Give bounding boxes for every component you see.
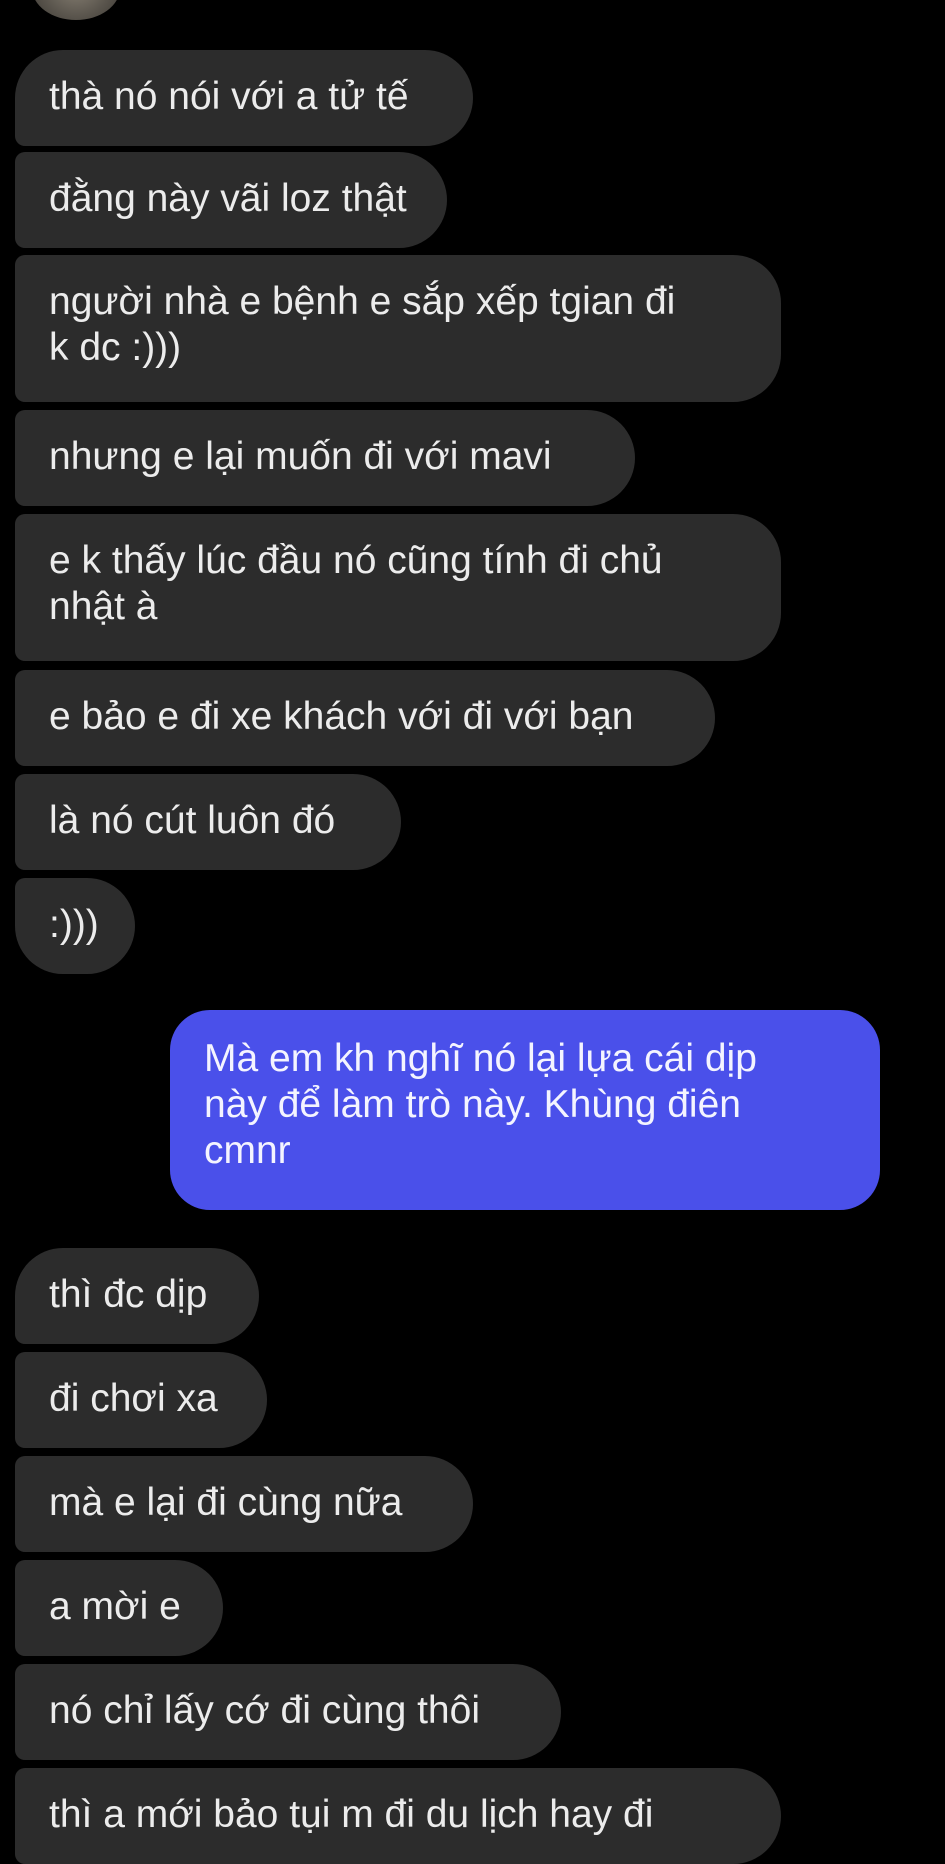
message-text: người nhà e bệnh e sắp xếp tgian đi [49, 280, 676, 323]
message-bubble[interactable] [15, 152, 447, 248]
message-bubble[interactable] [15, 514, 781, 661]
message-bubble[interactable] [15, 1560, 223, 1656]
message-text: nhật à [49, 585, 158, 628]
message-text: :))) [49, 903, 99, 946]
message-text: k dc :))) [49, 326, 182, 369]
message-bubble[interactable] [15, 255, 781, 402]
message-text: đi chơi xa [49, 1377, 218, 1420]
message-bubble[interactable] [15, 670, 715, 766]
contact-avatar[interactable] [32, 0, 120, 20]
message-bubble[interactable] [15, 1456, 473, 1552]
message-text: mà e lại đi cùng nữa [49, 1481, 403, 1524]
message-text: này để làm trò này. Khùng điên [204, 1083, 741, 1126]
message-text: nó chỉ lấy cớ đi cùng thôi [49, 1689, 480, 1732]
message-bubble[interactable] [15, 1768, 781, 1864]
message-text: thà nó nói với a tử tế [49, 75, 409, 118]
message-text: nhưng e lại muốn đi với mavi [49, 435, 552, 478]
message-bubble[interactable] [15, 1664, 561, 1760]
message-text: là nó cút luôn đó [49, 799, 336, 842]
message-text: đằng này vãi loz thật [49, 177, 407, 220]
message-text: e k thấy lúc đầu nó cũng tính đi chủ [49, 539, 663, 582]
message-bubble[interactable] [15, 1248, 259, 1344]
message-bubble[interactable] [15, 410, 635, 506]
message-text: thì đc dịp [49, 1273, 208, 1316]
message-bubble[interactable] [15, 878, 135, 974]
message-bubble[interactable] [15, 774, 401, 870]
message-text: a mời e [49, 1585, 181, 1628]
message-text: cmnr [204, 1129, 291, 1172]
outgoing-message-bubble[interactable] [170, 1010, 880, 1210]
message-text: Mà em kh nghĩ nó lại lựa cái dịp [204, 1037, 757, 1080]
message-bubble[interactable] [15, 50, 473, 146]
message-text: e bảo e đi xe khách với đi với bạn [49, 695, 634, 738]
message-text: thì a mới bảo tụi m đi du lịch hay đi [49, 1793, 654, 1836]
message-bubble[interactable] [15, 1352, 267, 1448]
